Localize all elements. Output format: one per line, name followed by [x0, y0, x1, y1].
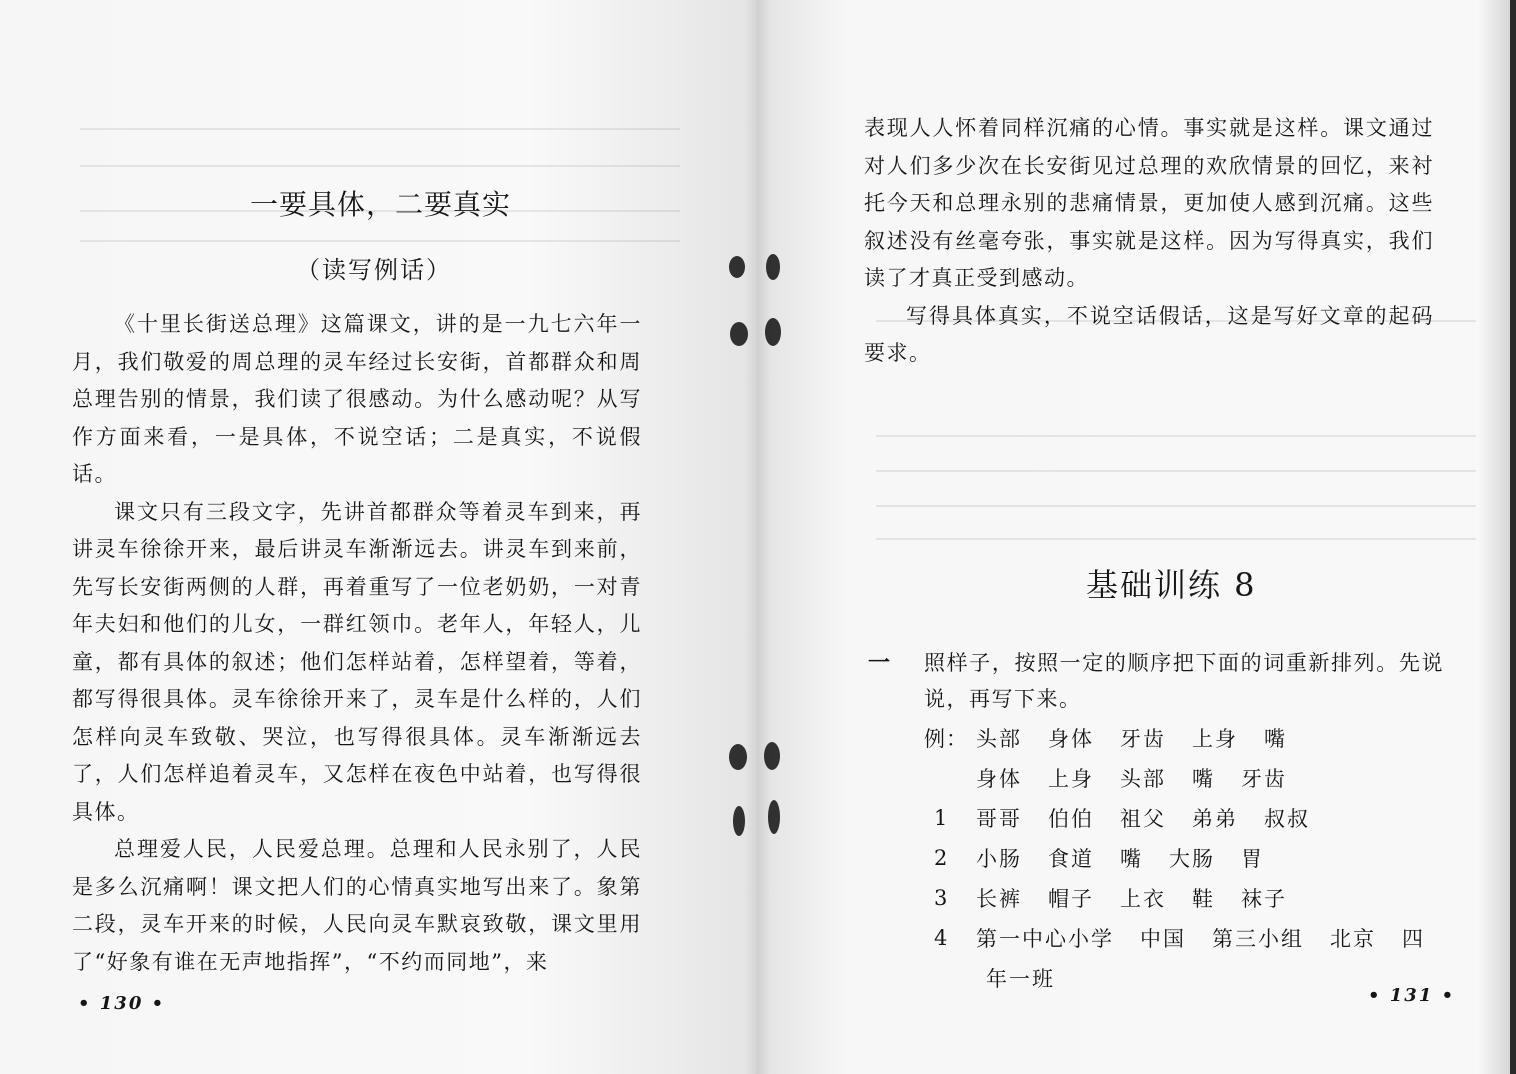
article-title: 一要具体，二要真实 — [250, 188, 512, 221]
article-body — [72, 306, 642, 981]
word: 嘴 — [1264, 727, 1287, 751]
word: 牙齿 — [1120, 727, 1166, 751]
staple-mark — [733, 806, 745, 836]
staple-mark — [729, 256, 745, 278]
word: 祖父 — [1120, 807, 1166, 831]
example-answer-row — [924, 758, 1451, 798]
word: 身体 — [1048, 727, 1094, 751]
word: 食道 — [1048, 847, 1094, 871]
item-number: 3 — [934, 886, 948, 910]
exercise-block — [868, 645, 1448, 717]
word: 上身 — [1192, 727, 1238, 751]
right-page — [756, 0, 1516, 1074]
item-number: 1 — [934, 806, 948, 830]
article-subtitle: （读写例话） — [296, 256, 452, 284]
example-row — [924, 718, 1451, 758]
paragraph: 总理爱人民，人民爱总理。总理和人民永别了，人民是多么沉痛啊！课文把人们的心情真实地写出来了。象第二段，灵车开来的时候，人民向灵车默哀致敬，课文里用了“好象有谁在无声地指挥”，“不约而同地”，来 — [72, 837, 642, 974]
word: 小肠 — [976, 847, 1022, 871]
word: 伯伯 — [1048, 807, 1094, 831]
word: 弟弟 — [1192, 807, 1238, 831]
exercise-list — [924, 718, 1451, 998]
exercise-marker: 一 — [868, 650, 891, 676]
paragraph: 写得具体真实，不说空话假话，这是写好文章的起码要求。 — [864, 303, 1434, 365]
word: 嘴 — [1192, 767, 1215, 791]
word: 叔叔 — [1264, 807, 1310, 831]
word: 大肠 — [1169, 847, 1215, 871]
word: 上衣 — [1120, 887, 1166, 911]
exercise-item — [924, 798, 1451, 838]
word: 北京 — [1330, 927, 1376, 951]
word: 身体 — [976, 767, 1022, 791]
item-number: 4 — [934, 926, 948, 950]
staple-mark — [766, 254, 780, 280]
word: 头部 — [1120, 767, 1166, 791]
word: 胃 — [1241, 847, 1264, 871]
word: 头部 — [976, 727, 1022, 751]
paragraph: 《十里长街送总理》这篇课文，讲的是一九七六年一月，我们敬爱的周总理的灵车经过长安街，首都群众和周总理告别的情景，我们读了很感动。为什么感动呢？从写作方面来看，一是具体，不说空话；二是真实，不说假话。 — [72, 312, 642, 486]
exercise-item — [924, 838, 1451, 878]
item-number: 2 — [934, 846, 948, 870]
word: 上身 — [1048, 767, 1094, 791]
word: 嘴 — [1120, 847, 1143, 871]
book-gutter — [745, 0, 771, 1074]
exercise-item — [924, 878, 1451, 918]
page-number: • 131 • — [1368, 985, 1456, 1006]
word: 中国 — [1140, 927, 1186, 951]
staple-mark — [768, 800, 780, 834]
page-number: • 130 • — [78, 993, 166, 1014]
staple-mark — [729, 744, 747, 770]
scan-edge — [1510, 0, 1516, 1074]
paragraph: 课文只有三段文字，先讲首都群众等着灵车到来，再讲灵车徐徐开来，最后讲灵车渐渐远去。讲灵车到来前，先写长安街两侧的人群，再着重写了一位老奶奶，一对青年夫妇和他们的儿女，一群红领巾。老年人，年轻人，儿童，都有具体的叙述；他们怎样站着，怎样望着，等着，都写得很具体。灵车徐徐开来了，灵车是什么样的，人们怎样向灵车致敬、哭泣，也写得很具体。灵车渐渐远去了，人们怎样追着灵车，又怎样在夜色中站着，也写得很具体。 — [72, 499, 642, 824]
article-body-continued — [864, 110, 1434, 373]
staple-mark — [765, 318, 781, 346]
word: 袜子 — [1241, 887, 1287, 911]
paragraph: 表现人人怀着同样沉痛的心情。事实就是这样。课文通过对人们多少次在长安街见过总理的欢欣情景的回忆，来衬托今天和总理永别的悲痛情景，更加使人感到沉痛。这些叙述没有丝毫夸张，事实就是这样。因为写得真实，我们读了才真正受到感动。 — [864, 116, 1434, 290]
word: 长裤 — [976, 887, 1022, 911]
word: 第一中心小学 — [976, 927, 1114, 951]
example-label: 例： — [924, 727, 968, 751]
word: 牙齿 — [1241, 767, 1287, 791]
section-title: 基础训练 8 — [1086, 566, 1257, 604]
word: 第三小组 — [1212, 927, 1304, 951]
word: 哥哥 — [976, 807, 1022, 831]
exercise-item — [924, 918, 1451, 958]
staple-mark — [730, 322, 748, 346]
staple-mark — [764, 742, 780, 770]
word: 四 — [1402, 927, 1425, 951]
word: 帽子 — [1048, 887, 1094, 911]
exercise-instruction: 照样子，按照一定的顺序把下面的词重新排列。先说说，再写下来。 — [924, 651, 1444, 711]
exercise-item-continuation: 年一班 — [986, 967, 1055, 991]
left-page — [0, 0, 756, 1074]
word: 鞋 — [1192, 887, 1215, 911]
